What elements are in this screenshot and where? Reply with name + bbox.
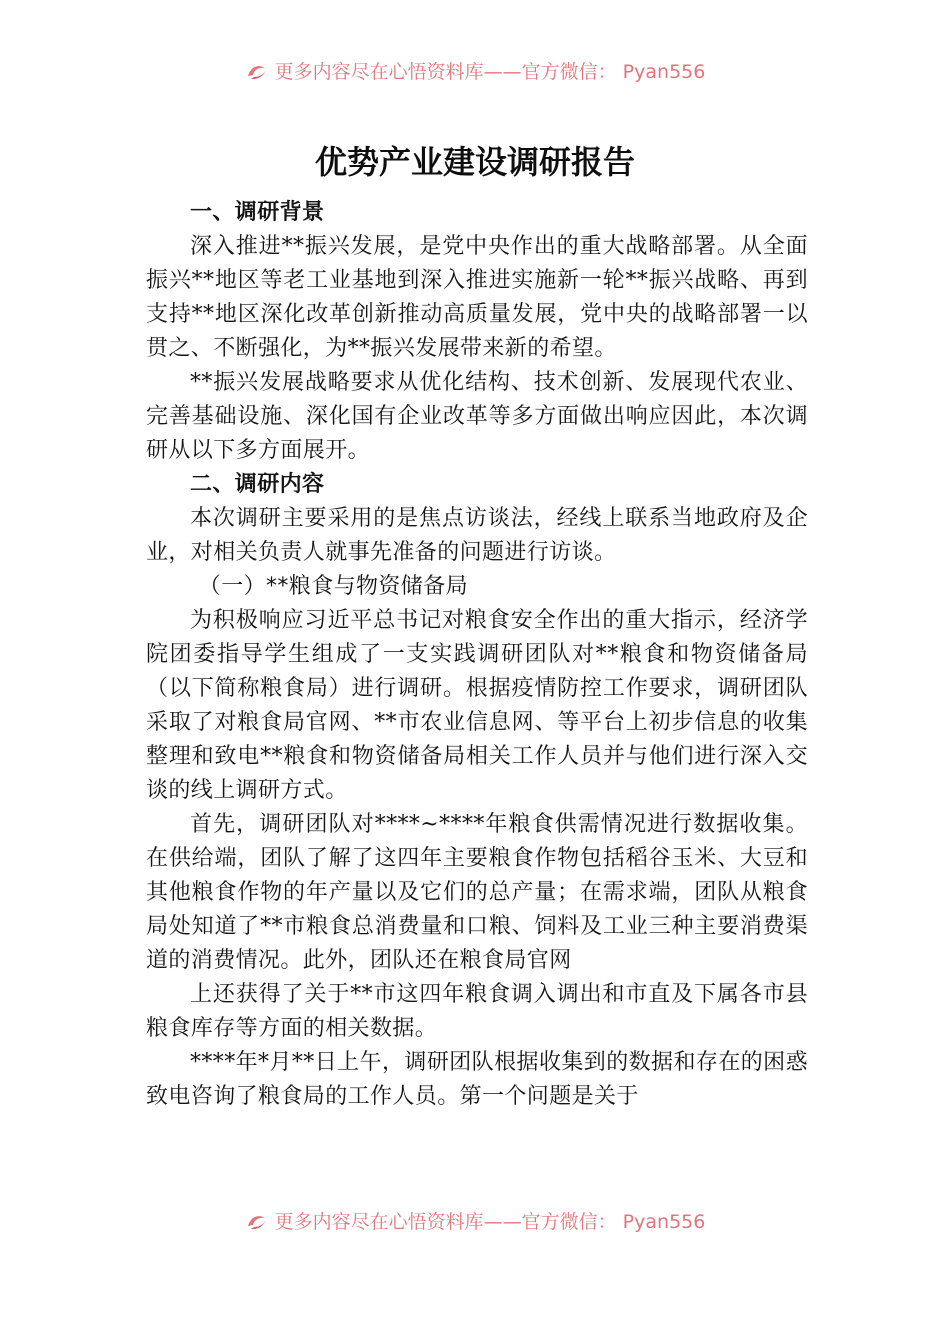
watermark-bottom: [0, 1210, 950, 1234]
document-title: 优势产业建设调研报告: [314, 143, 635, 181]
paragraph: 首先，调研团队对****~****年粮食供需情况进行数据收集。在供给端，团队了解了这四年主要粮食作物包括稻谷玉米、大豆和其他粮食作物的年产量以及它们的总产量；在需求端，团队从粮食局处知道了**市粮食总消费量和口粮、饲料及工业三种主要消费渠道的消费情况。此外，团队还在粮食局官网: [146, 812, 808, 973]
watermark-text: 更多内容尽在心悟资料库——官方微信： Pyan556: [274, 1211, 706, 1233]
swirl-logo-icon: [245, 1212, 269, 1232]
paragraph: 上还获得了关于**市这四年粮食调入调出和市直及下属各市县粮食库存等方面的相关数据。: [146, 982, 808, 1041]
paragraph: ****年*月**日上午，调研团队根据收集到的数据和存在的困惑致电咨询了粮食局的工作人员。第一个问题是关于: [146, 1050, 808, 1109]
subsection-heading: （一）**粮食与物资储备局: [198, 574, 468, 599]
paragraph: **振兴发展战略要求从优化结构、技术创新、发展现代农业、完善基础设施、深化国有企业改革等多方面做出响应因此，本次调研从以下多方面展开。: [146, 370, 808, 463]
swirl-logo-icon: [245, 62, 269, 82]
section-heading: 二、调研内容: [190, 472, 325, 497]
paragraph: 本次调研主要采用的是焦点访谈法，经线上联系当地政府及企业，对相关负责人就事先准备的问题进行访谈。: [146, 506, 808, 565]
paragraph: 深入推进**振兴发展，是党中央作出的重大战略部署。从全面振兴**地区等老工业基地到深入推进实施新一轮**振兴战略、再到支持**地区深化改革创新推动高质量发展，党中央的战略部署一以贯之、不断强化，为**振兴发展带来新的希望。: [146, 234, 808, 361]
watermark-text: 更多内容尽在心悟资料库——官方微信： Pyan556: [274, 61, 706, 83]
watermark-top: [0, 60, 950, 84]
paragraph: 为积极响应习近平总书记对粮食安全作出的重大指示，经济学院团委指导学生组成了一支实践调研团队对**粮食和物资储备局（以下简称粮食局）进行调研。根据疫情防控工作要求，调研团队采取了对粮食局官网、**市农业信息网、等平台上初步信息的收集整理和致电**粮食和物资储备局相关工作人员并与他们进行深入交谈的线上调研方式。: [146, 608, 808, 803]
section-heading: 一、调研背景: [190, 200, 325, 225]
document-body: [146, 196, 808, 1114]
